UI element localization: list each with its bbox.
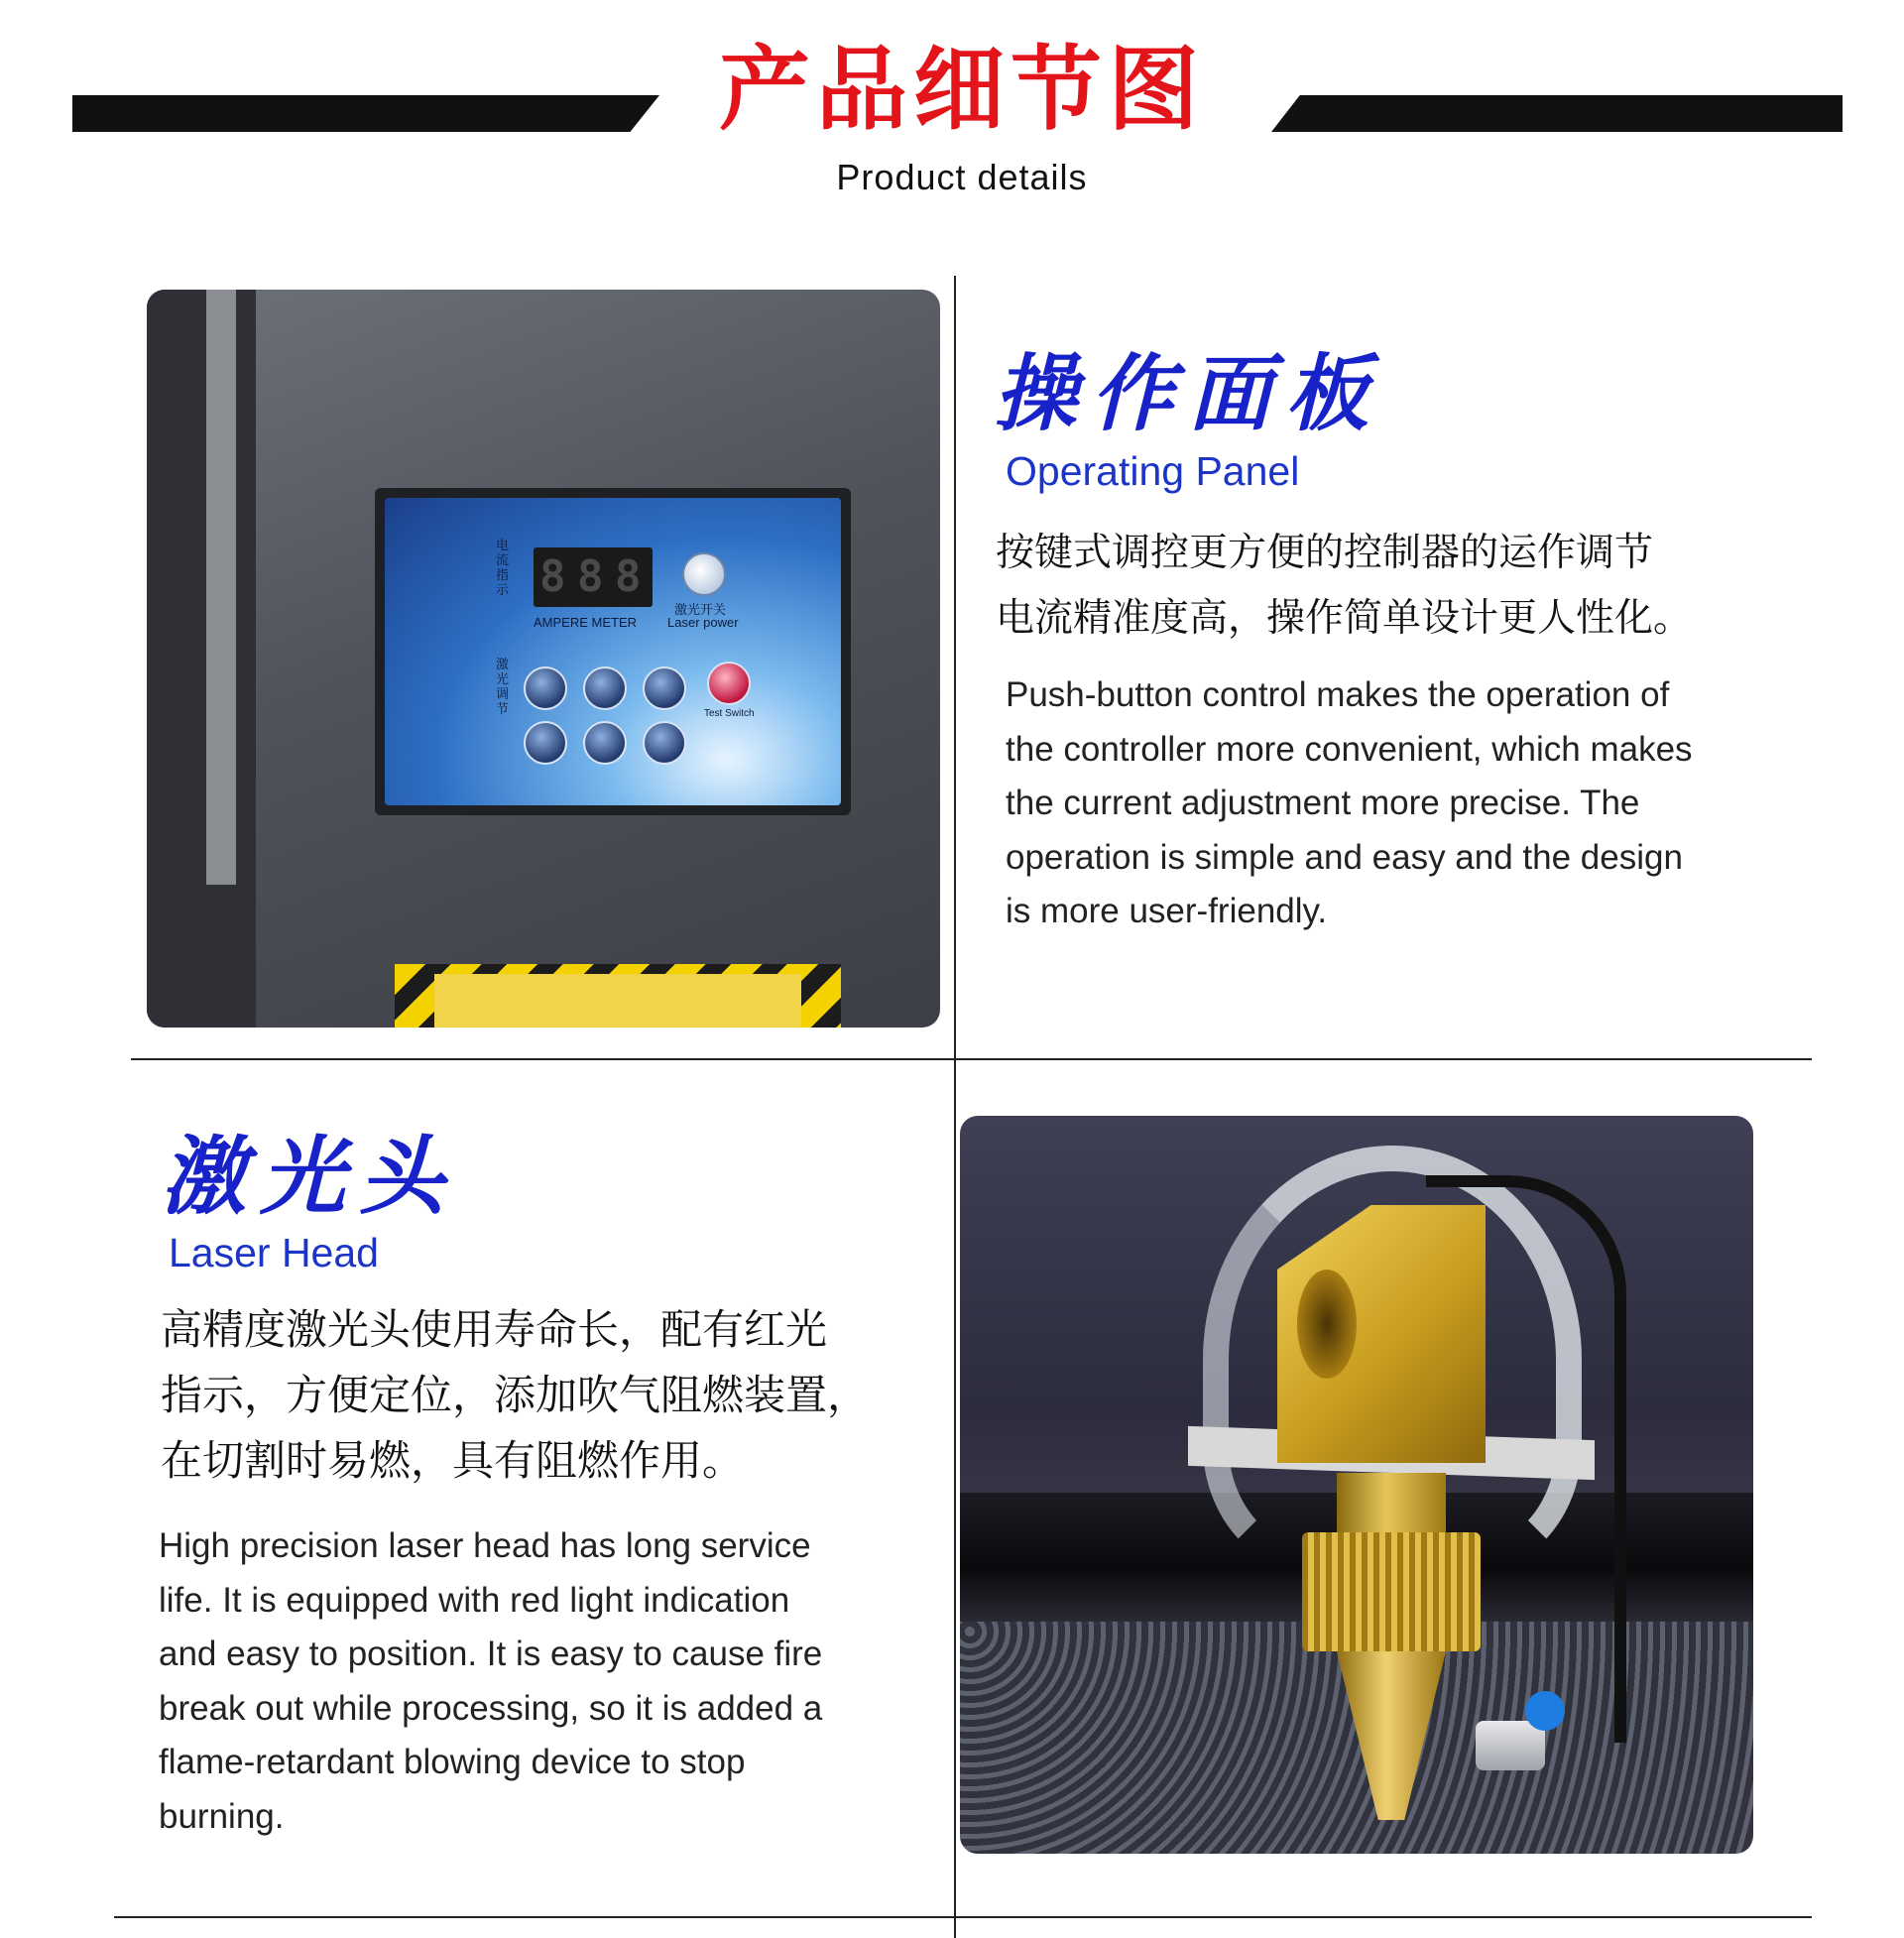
desc-line: life. It is equipped with red light indication xyxy=(159,1580,790,1620)
grid-divider-vertical xyxy=(954,276,956,1938)
test-switch-label: Test Switch xyxy=(704,708,755,719)
laser-head-title-cn: 激光头 xyxy=(161,1127,458,1227)
grid-divider-horizontal-2 xyxy=(114,1916,1812,1918)
adjust-knob-icon xyxy=(643,666,686,710)
header-bar-left xyxy=(72,95,659,132)
laser-power-label: Laser power xyxy=(667,615,739,630)
laser-head-desc-en xyxy=(159,1519,942,1844)
beam-port xyxy=(1297,1270,1357,1379)
ampere-meter-label: AMPERE METER xyxy=(534,615,638,630)
power-button-icon xyxy=(682,552,726,596)
adjust-knob-icon xyxy=(583,666,627,710)
desc-line: 电流精准度高，操作简单设计更人性化。 xyxy=(996,596,1693,641)
warning-label xyxy=(434,974,801,1028)
ampere-meter-display: 8 8 8 xyxy=(534,547,653,607)
operating-panel-photo xyxy=(147,290,940,1028)
control-panel-face xyxy=(385,498,841,805)
adjust-knob-icon xyxy=(583,721,627,765)
page-title: 产品细节图 xyxy=(718,37,1205,143)
laser-adjust-label: 激光调节 xyxy=(496,657,510,716)
machine-frame xyxy=(147,290,256,1028)
desc-line: the current adjustment more precise. The xyxy=(1006,784,1640,822)
current-indicator-label: 电流指示 xyxy=(496,538,510,597)
adjust-knob-icon xyxy=(643,721,686,765)
laser-power-cn-label: 激光开关 xyxy=(674,602,727,617)
desc-line: Push-button control makes the operation of xyxy=(1006,675,1670,714)
desc-line: 在切割时易燃，具有阻燃作用。 xyxy=(161,1436,745,1485)
header-bar-right xyxy=(1271,95,1843,132)
desc-line: break out while processing, so it is added a xyxy=(159,1688,823,1728)
machine-frame-edge xyxy=(206,290,236,885)
desc-line: operation is simple and easy and the design xyxy=(1006,837,1683,877)
blue-connector xyxy=(1525,1691,1565,1731)
test-switch-icon xyxy=(707,662,751,705)
desc-line: High precision laser head has long service xyxy=(159,1526,811,1565)
page-subtitle: Product details xyxy=(836,157,1088,197)
adjust-knob-icon xyxy=(524,721,567,765)
desc-line: 指示，方便定位，添加吹气阻燃装置， xyxy=(161,1371,870,1419)
operating-panel-title-cn: 操作面板 xyxy=(994,344,1383,442)
operating-panel-desc-en xyxy=(1006,668,1819,939)
laser-head-desc-cn xyxy=(161,1297,954,1494)
desc-line: is more user-friendly. xyxy=(1006,892,1328,930)
operating-panel-title-en: Operating Panel xyxy=(1006,448,1300,494)
desc-line: flame-retardant blowing device to stop xyxy=(159,1743,746,1781)
desc-line: 高精度激光头使用寿命长，配有红光 xyxy=(161,1305,828,1354)
focus-nut xyxy=(1302,1532,1481,1651)
grid-divider-horizontal-1 xyxy=(131,1058,1812,1060)
desc-line: 按键式调控更方便的控制器的运作调节 xyxy=(996,531,1654,575)
laser-head-photo xyxy=(960,1116,1753,1854)
desc-line: the controller more convenient, which makes xyxy=(1006,729,1693,769)
operating-panel-desc-cn xyxy=(996,521,1809,652)
desc-line: burning. xyxy=(159,1796,285,1836)
laser-head-title-en: Laser Head xyxy=(169,1230,379,1275)
desc-line: and easy to position. It is easy to cause fire xyxy=(159,1635,823,1673)
adjust-knob-icon xyxy=(524,666,567,710)
